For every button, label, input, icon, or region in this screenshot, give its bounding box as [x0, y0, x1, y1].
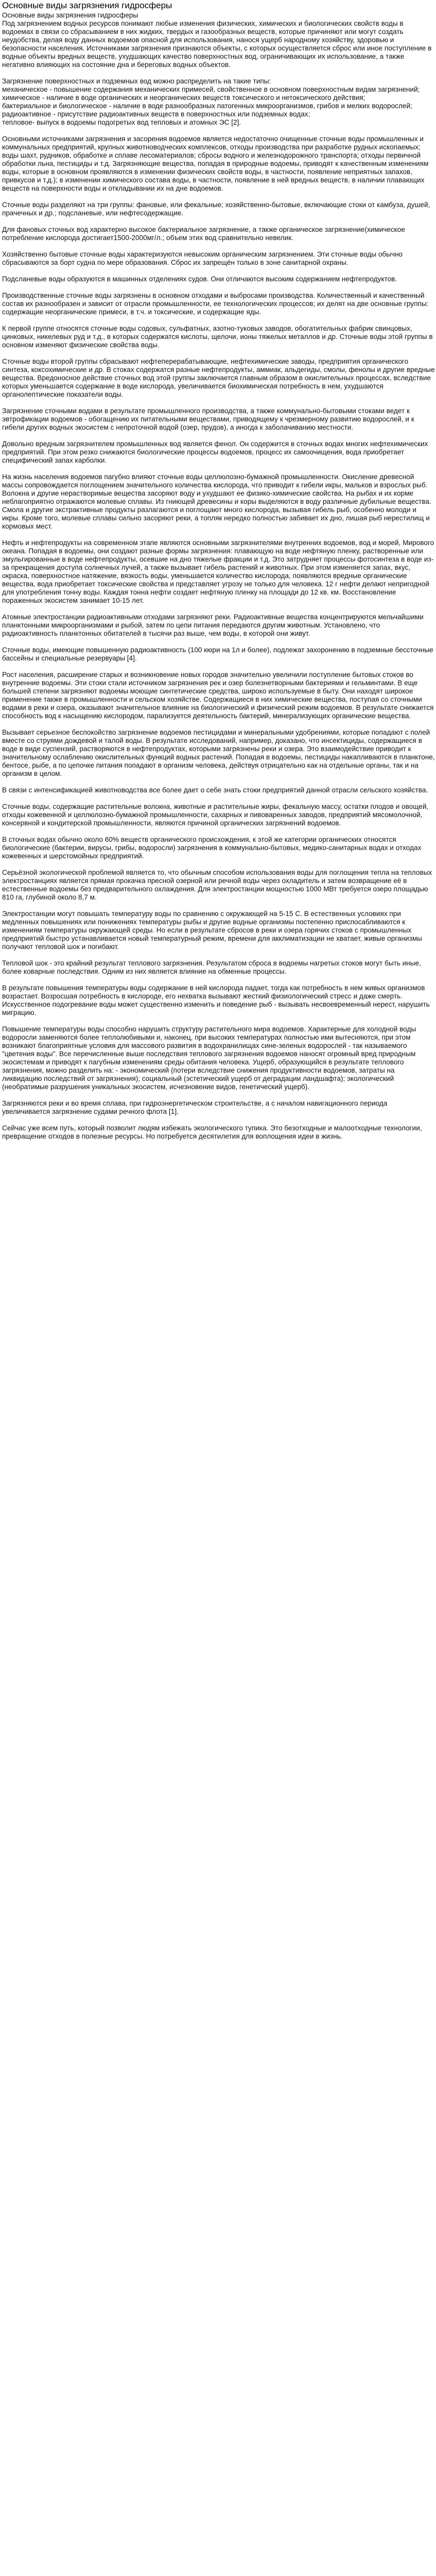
- article: [0, 0, 436, 1149]
- paragraph: Нефть и нефтепродукты на современном этапе являются основными загрязнителями внутренних водоемов, вод и морей, Мирового океана. Попадая в водоемы, они создают разные формы загрязнения: плавающую на воде нефтяную пленку, растворенные или эмульгированные в воде нефтепродукты, осевшие на дно тяжелые фракции и т.д. Это затрудняет процессы фотосинтеза в воде из-за прекращения доступа солнечных лучей, а также вызывает гибель растений и животных. При этом изменяется запах, вкус, окраска, поверхностное натяжение, вязкость воды, уменьшается количество кислорода, появляются вредные органические вещества, вода приобретает токсические свойства и представляет угрозу не только для человека. 12 г нефти делают непригодной для употребления тонну воды. Каждая тонна нефти создает нефтяную пленку на площади до 12 кв. км. Восстановление пораженных экосистем занимает 10-15 лет.: [2, 539, 434, 604]
- paragraph: Загрязнение сточными водами в результате промышленного производства, а также коммунально-бытовыми стоками ведет к эвтрофикации водоемов - обогащению их питательными веществами, приводящему к чрезмерному развитию водорослей, и к гибели других водных экосистем с непроточной водой (озер, прудов), а иногда к заболачиванию местности.: [2, 407, 414, 431]
- paragraph: В связи с интенсификацией животноводства все более дает о себе знать стоки предприятий данной отрасли сельского хозяйства.: [2, 786, 428, 794]
- paragraph: На жизнь населения водоемов пагубно влияют сточные воды целлюлозно-бумажной промышленности. Окисление древесной массы сопровождается поглощением значительного количества кислорода, что приводит к гибели икры, мальков и взрослых рыб. Волокна и другие нерастворимые вещества засоряют воду и ухудшают ее физико-химические свойства. На рыбах и их корме неблагоприятно отражаются молевые сплавы. Из гниющей древесины и коры выделяются в воду различные дубильные вещества. Смола и другие экстрактивные продукты разлагаются и поглощают много кислорода, вызывая гибель рыб, особенно молоди и икры. Кроме того, молевые сплавы сильно засоряют реки, а топляк нередко полностью забивает их дно, лишая рыб нерестилищ и кормовых мест.: [2, 473, 431, 530]
- paragraph: Основными источниками загрязнения и засорения водоемов является недостаточно очищенные сточные воды промышленных и коммунальных предприятий, крупных животноводческих комплексов, отходы производства при разработке рудных ископаемых; воды шахт, рудников, обработке и сплаве лесоматериалов; сбросы водного и железнодорожного транспорта; отходы первичной обработки льна, пестициды и т.д. Загрязняющие вещества, попадая в природные водоемы, приводят к качественным изменениям воды, которые в основном проявляются в изменении физических свойств воды, в частности, появление неприятных запахов, привкусов и т.д.); в изменении химического состава воды, в частности, появление в ней вредных веществ, в наличии плавающих веществ на поверхности воды и откладывании их на дне водоемов.: [2, 135, 429, 192]
- paragraph: В результате повышения температуры воды содержание в ней кислорода падает, тогда как потребность в нем живых организмов возрастает. Возросшая потребность в кислороде, его нехватка вызывают жесткий физиологический стресс и даже смерть. Искусственное подогревание воды может существенно изменить и поведение рыб - вызывать несвоевременный нерест, нарушить миграцию.: [2, 984, 430, 1016]
- paragraph: Сейчас уже всем путь, который позволит людям избежать экологического тупика. Это безотходные и малоотходные технологии, превращение отходов в полезные ресурсы. Но потребуется десятилетия для воплощения идеи в жизнь.: [2, 1124, 422, 1140]
- paragraph: Основные виды загрязнения гидросферы Под загрязнением водных ресурсов понимают любые изменения физических, химических и биологических свойств воды в водоемах в связи со сбрасыванием в них жидких, твердых и газообразных веществ, которые причиняют или могут создать неудобства, делая воду данных водоемов опасной для использования, нанося ущерб народному хозяйству, здоровью и безопасности населения. Источниками загрязнения признаются объекты, с которых осуществляется сброс или иное поступление в водные объекты вредных веществ, ухудшающих качество поверхностных вод, ограничивающих их использование, а также негативно влияющих на состояние дна и береговых водных объектов.: [2, 11, 432, 69]
- paragraph: Сточные воды, имеющие повышенную радиоактивность (100 кюри на 1л и более), подлежат захоронению в подземные бессточные бассейны и специальные резервуары [4].: [2, 646, 433, 662]
- page-title: Основные виды загрязнения гидросферы: [2, 1, 172, 10]
- paragraph: Серьёзной экологической проблемой является то, что обычным способом использования воды для поглощения тепла на тепловых электростанциях является прямая прокачка пресной озерной или речной воды через охладитель и затем возвращение её в естественные водоемы без предварительного охлаждения. Для электростанции мощностью 1000 МВт требуется озеро площадью 810 га, глубиной около 8,7 м.: [2, 869, 432, 901]
- paragraph: Довольно вредным загрязнителем промышленных вод является фенол. Он содержится в сточных водах многих нефтехимических предприятий. При этом резко снижаются биологические процессы водоемов, процесс их самоочищения, вода приобретает специфический запах карболки.: [2, 440, 428, 464]
- paragraph: Хозяйственно бытовые сточные воды характеризуются невысоким органическим загрязнением. Эти сточные воды обычно сбрасываются за борт судна по мере образования. Сброс их запрещён только в зоне санитарной охраны.: [2, 250, 403, 266]
- paragraph: Сточные воды второй группы сбрасывают нефтеперерабатывающие, нефтехимические заводы, предприятия органического синтеза, коксохимические и др. В стоках содержатся разные нефтепродукты, аммиак, альдегиды, смолы, фенолы и другие вредные вещества. Вредоносное действие сточных вод этой группы заключается главным образом в окислительных процессах, вследствие которых уменьшается содержание в воде кислорода, увеличивается биохимическая потребность в нем, ухудшаются органолептические показатели воды.: [2, 358, 435, 398]
- article-body: [2, 11, 436, 1141]
- paragraph: Для фановых сточных вод характерно высокое бактериальное загрязнение, а также органическое загрязнение(химическое потребление кислорода достигает1500-2000мг/л.; объем этих вод сравнительно невелик.: [2, 226, 405, 242]
- paragraph: Сточные воды разделяют на три группы: фановые, или фекальные; хозяйственно-бытовые, включающие стоки от камбуза, душей, прачечных и др.; подсланевые, или нефтесодержащие.: [2, 201, 430, 217]
- paragraph: Загрязнение поверхностных и подземных вод можно распределить на такие типы: механическое - повышение содержания механических примесей, свойственное в основном поверхностным видам загрязнений; химическое - наличие в воде органических и неорганических веществ токсического и нетоксического действия; бактериальное и биологическое - наличие в воде разнообразных патогенных микроорганизмов, грибов и мелких водорослей; радиоактивное - присутствие радиоактивных веществ в поверхностных или подземных водах; тепловое- выпуск в водоемы подогретых вод тепловых и атомных ЭС [2].: [2, 77, 420, 126]
- paragraph: Повышение температуры воды способно нарушить структуру растительного мира водоемов. Характерные для холодной воды водоросли заменяются более теплолюбивыми и, наконец, при высоких температурах полностью ими вытесняются, при этом возникают благоприятные условия для массового развития в водохранилищах сине-зеленых водорослей - так называемого "цветения воды". Все перечисленные выше последствия теплового загрязнения водоемов наносят огромный вред природным экосистемам и приводят к пагубным изменениям среды обитания человека. Ущерб, образующийся в результате теплового загрязнения, можно разделить на: - экономический (потери вследствие снижения продуктивности водоемов, затраты на ликвидацию последствий от загрязнения); социальный (эстетический ущерб от деградации ландшафта); экологический (необратимые разрушения уникальных экосистем, исчезновение видов, генетический ущерб).: [2, 1025, 416, 1091]
- paragraph: Производственные сточные воды загрязнены в основном отходами и выбросами производства. Количественный и качественный состав их разнообразен и зависит от отрасли промышленности, ее технологических процессов; их делят на две основные группы: содержащие неорганические примеси, в т.ч. и токсические, и содержащие яды.: [2, 292, 429, 316]
- paragraph: Тепловой шок - это крайний результат теплового загрязнения. Результатом сброса в водоемы нагретых стоков могут быть иные, более коварные последствия. Одним из них является влияние на обменные процессы.: [2, 959, 421, 975]
- paragraph: К первой группе относятся сточные воды содовых, сульфатных, азотно-туковых заводов, обогатительных фабрик свинцовых, цинковых, никелевых руд и т.д., в которых содержатся кислоты, щелочи, ионы тяжелых металлов и др. Сточные воды этой группы в основном изменяют физические свойства воды.: [2, 325, 433, 349]
- paragraph: Электростанции могут повышать температуру воды по сравнению с окружающей на 5-15 С. В естественных условиях при медленных повышениях или понижениях температуры рыбы и другие водные организмы постепенно приспосабливаются к изменениям температуры окружающей среды. Но если в результате сбросов в реки и озера горячих стоков с промышленных предприятий быстро устанавливается новый температурный режим, времени для акклиматизации не хватает, живые организмы получают тепловой шок и погибают.: [2, 910, 422, 951]
- paragraph: В сточных водах обычно около 60% веществ органического происхождения, к этой же категории органических относятся биологические (бактерии, вирусы, грибы, водоросли) загрязнения в коммунально-бытовых, медико-санитарных водах и отходах кожевенных и шерстомойных предприятий.: [2, 836, 422, 860]
- paragraph: Загрязняются реки и во время сплава, при гидроэнергетическом строительстве, а с началом навигационного периода увеличивается загрязнение судами речного флота [1].: [2, 1099, 388, 1115]
- paragraph: Подсланевые воды образуются в машинных отделениях судов. Они отличаются высоким содержанием нефтепродуктов.: [2, 275, 397, 283]
- paragraph: Вызывает серьезное беспокойство загрязнение водоемов пестицидами и минеральными удобрениями, которые попадают с полей вместе со струями дождевой и талой воды. В результате исследований, например, доказано, что инсектициды, содержащиеся в воде в виде суспензий, растворяются в нефтепродуктах, которыми загрязнены реки и озера. Это взаимодействие приводит к значительному ослаблению окислительных функций водных растений. Попадая в водоемы, пестициды накапливаются в планктоне, бентосе, рыбе, а по цепочке питания попадают в организм человека, действуя отрицательно как на отдельные органы, так и на организм в целом.: [2, 728, 435, 777]
- paragraph: Рост населения, расширение старых и возникновение новых городов значительно увеличили поступление бытовых стоков во внутренние водоемы. Эти стоки стали источником загрязнения рек и озер болезнетворными бактериями и гельминтами. В еще большей степени загрязняют водоемы моющие синтетические средства, широко используемые в быту. Они находят широкое применение также в промышленности и сельском хозяйстве. Содержащиеся в них химические вещества, поступая со сточными водами в реки и озера, оказывают значительное влияние на биологический и физический режим водоемов. В результате снижается способность вод к насыщению кислородом, парализуется деятельность бактерий, минерализующих органические вещества.: [2, 671, 434, 720]
- paragraph: Атомные электростанции радиоактивными отходами загрязняют реки. Радиоактивные вещества концентрируются мельчайшими планктонными микроорганизмами и рыбой, затем по цепи питания передаются другим животным. Установлено, что радиоактивность планктонных обитателей в тысячи раз выше, чем воды, в которой они живут.: [2, 613, 424, 637]
- paragraph: Сточные воды, содержащие растительные волокна, животные и растительные жиры, фекальную массу, остатки плодов и овощей, отходы кожевенной и целлюлозно-бумажной промышленности, сахарных и пивоваренных заводов, предприятий мясомолочной, консервной и кондитерской промышленности, являются причиной органических загрязнений водоемов.: [2, 803, 429, 827]
